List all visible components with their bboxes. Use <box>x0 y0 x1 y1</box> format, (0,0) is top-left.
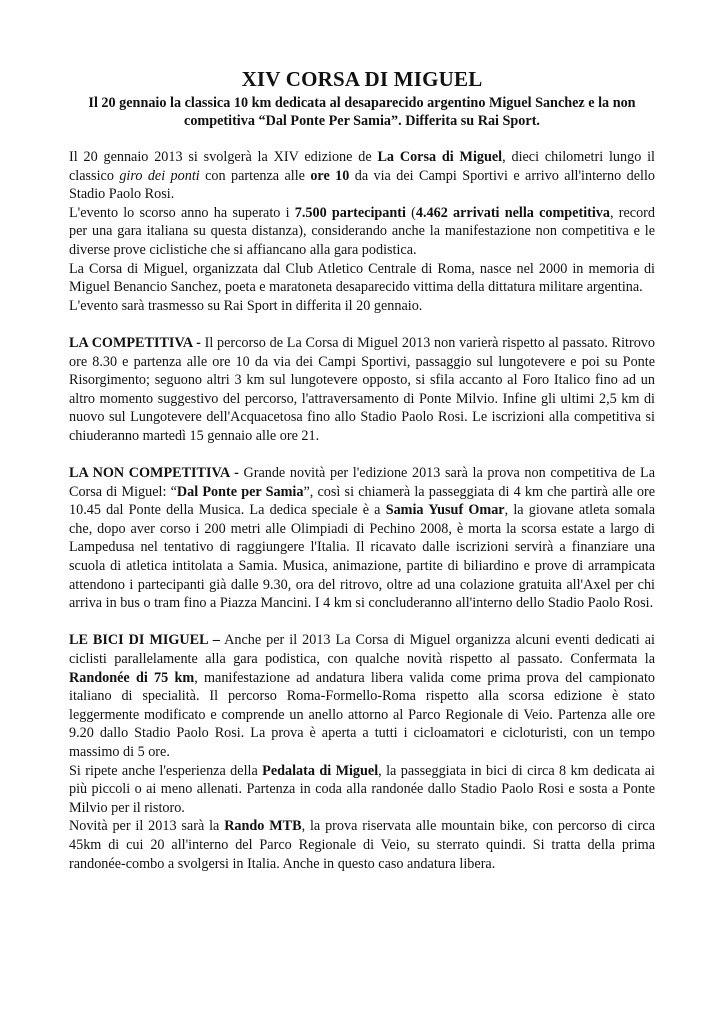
pedalata-name: Pedalata di Miguel <box>262 762 379 779</box>
non-competitiva-heading: LA NON COMPETITIVA - <box>69 465 239 482</box>
dedication-name: Samia Yusuf Omar <box>385 502 505 519</box>
event-name: La Corsa di Miguel <box>377 149 503 165</box>
intro-paragraph-3: La Corsa di Miguel, organizzata dal Club Atletico Centrale di Roma, nasce nel 2000 in memoria di Miguel Benancio Sanchez, poeta e maratoneta desaparecido vittima della dittatura militare argentina. <box>69 260 655 296</box>
bici-paragraph-2: Si ripete anche l'esperienza della Pedalata di Miguel, la passeggiata in bici di circa 8 km dedicata ai più piccoli o ai meno allenati. Partenza in coda alla randonée dallo Stadio Paolo Rosi e sosta a Ponte Milvio per il ristoro. <box>69 762 655 816</box>
randonee-name: Randonée di 75 km <box>69 669 195 686</box>
intro-paragraph-1: Il 20 gennaio 2013 si svolgerà la XIV edizione de La Corsa di Miguel, dieci chilometri lungo il classico giro dei ponti con partenza alle ore 10 da via dei Campi Sportivi e arrivo all'interno dello Stadio Paolo Rosi. <box>69 149 655 203</box>
rando-mtb-name: Rando MTB <box>224 818 302 835</box>
bici-paragraph-3: Novità per il 2013 sarà la Rando MTB, la prova riservata alle mountain bike, con percorso di circa 45km di cui 20 all'interno del Parco Regionale di Veio, su sterrato quindi. Si tratta della prima randonée-combo a svolgersi in Italia. Anche in questo caso andatura libera. <box>69 818 655 872</box>
competitiva-heading: LA COMPETITIVA - <box>69 334 201 351</box>
document-subtitle: Il 20 gennaio la classica 10 km dedicata al desaparecido argentino Miguel Sanchez e la non competitiva “Dal Ponte Per Samia”. Differita su Rai Sport. <box>88 95 636 129</box>
intro-paragraph-4: L'evento sarà trasmesso su Rai Sport in differita il 20 gennaio. <box>69 297 423 314</box>
intro-paragraph-2: L'evento lo scorso anno ha superato i 7.500 partecipanti (4.462 arrivati nella competitiva, record per una gara italiana su questa distanza), considerando anche la manifestazione non competitiva e le diverse prove ciclistiche che si affiancano alla gara podistica. <box>69 204 655 258</box>
bici-section: LE BICI DI MIGUEL – Anche per il 2013 La Corsa di Miguel organizza alcuni eventi dedicati ai ciclisti parallelamente alla gara podistica, con qualche novità rispetto al passato. Confermata la Randonée di 75 km, manifestazione ad andatura libera valida come prima prova del campionato italiano di specialità. Il percorso Roma-Formello-Roma rispetto alla scorsa edizione è stato leggermente modificato e comprende un anello attorno al Parco Regionale di Veio. Partenza alle ore 9.20 dallo Stadio Paolo Rosi. La prova è aperta a tutti i cicloamatori e cicloturisti, con un tempo massimo di 5 ore. <box>69 632 655 760</box>
document-title: XIV CORSA DI MIGUEL <box>241 67 483 91</box>
start-time: ore 10 <box>310 167 350 184</box>
finishers-count: 4.462 arrivati nella competitiva <box>415 204 610 221</box>
route-name: giro dei ponti <box>119 167 200 184</box>
walk-name: Dal Ponte per Samia <box>176 483 304 500</box>
paragraph-gap <box>69 613 655 632</box>
document-body <box>69 148 655 873</box>
participants-count: 7.500 partecipanti <box>294 204 406 221</box>
non-competitiva-section: LA NON COMPETITIVA - Grande novità per l'edizione 2013 sarà la prova non competitiva de La Corsa di Miguel: “Dal Ponte per Samia”, così si chiamerà la passeggiata di 4 km che partirà alle ore 10.45 dal Ponte della Musica. La dedica speciale è a Samia Yusuf Omar, la giovane atleta somala che, dopo aver corso i 200 metri alle Olimpiadi di Pechino 2008, è morta la scorsa estate a largo di Lampedusa nel tentativo di raggiungere l'Italia. Il ricavato dalle iscrizioni servirà a finanziare una scuola di atletica intitolata a Samia. Musica, animazione, partite di biliardino e prove di arrampicata attendono i partecipanti già dalle 9.30, ora del ritrovo, oltre ad una colazione gratuita all'Axel per chi arriva in bus o tram fino a Piazza Mancini. I 4 km si concluderanno all'interno dello Stadio Paolo Rosi. <box>69 465 656 612</box>
paragraph-gap <box>69 446 655 465</box>
competitiva-section: LA COMPETITIVA - Il percorso de La Corsa di Miguel 2013 non varierà rispetto al passato. Ritrovo ore 8.30 e partenza alle ore 10 da via dei Campi Sportivi, passaggio sul lungotevere e poi su Ponte Risorgimento; seguono altri 3 km sul lungotevere opposto, si sfila accanto al Foro Italico fino ad un altro momento suggestivo del percorso, l'attraversamento di Ponte Milvio. Infine gli ultimi 2,5 km di nuovo sul Lungotevere dell'Acquacetosa fino allo Stadio Paolo Rosi. Le iscrizioni alla competitiva si chiuderanno martedì 15 gennaio alle ore 21. <box>69 334 655 444</box>
paragraph-gap <box>69 315 655 334</box>
bici-heading: LE BICI DI MIGUEL – <box>69 632 220 649</box>
